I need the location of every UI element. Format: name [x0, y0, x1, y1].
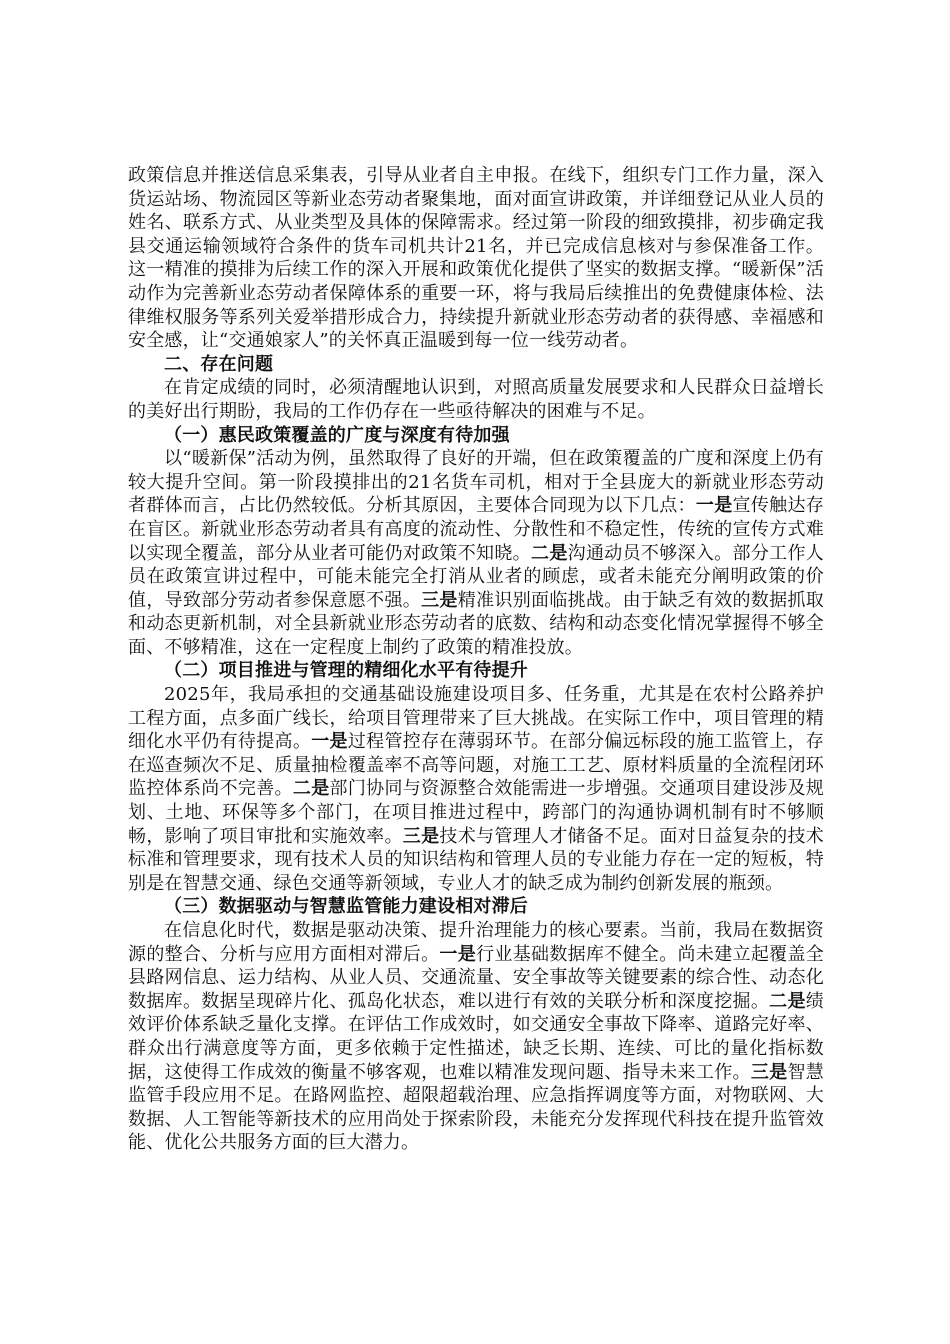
subsection-heading-3: （三）数据驱动与智慧监管能力建设相对滞后	[164, 896, 528, 918]
paragraph-problems-intro: 在肯定成绩的同时，必须清醒地认识到，对照高质量发展要求和人民群众日益增长的美好出行期盼，我局的工作仍存在一些亟待解决的困难与不足。	[128, 377, 824, 422]
text: 以“暖新保”活动为例，虽然取得了良好的开端，但在政策覆盖的广度和深度上仍有较大提升空间。第一阶段摸排出的21名货车司机，相对于全县庞大的新就业形态劳动者群体而言，占比仍然较低。分析其原因，主要体合同现为以下几点：	[128, 448, 824, 517]
subsection-heading-1: （一）惠民政策覆盖的广度与深度有待加强	[164, 424, 510, 446]
text: 沟通动员不够深入。部分工作人员在政策宣讲过程中，可能未能完全打消从业者的顾虑，或者未能充分阐明政策的价值，导致部分劳动者参保意愿不强。	[128, 542, 824, 611]
keyword-second: 二是	[292, 778, 330, 800]
text: 在信息化时代，数据是驱动决策、提升治理能力的核心要素。当前，我局在数据资源的整合、分析与应用方面相对滞后。	[128, 920, 824, 965]
keyword-second: 二是	[531, 542, 568, 564]
text: 2025年，我局承担的交通基础设施建设项目多、任务重，尤其是在农村公路养护工程方面，点多面广线长，给项目管理带来了巨大挑战。在实际工作中，项目管理的精细化水平仍有待提高。	[128, 684, 824, 753]
section-heading-problems: 二、存在问题	[164, 353, 274, 375]
text: 宣传触达存在盲区。新就业形态劳动者具有高度的流动性、分散性和不稳定性，传统的宣传方式难以实现全覆盖，部分从业者可能仍对政策不知晓。	[128, 495, 824, 564]
text: 技术与管理人才储备不足。面对日益复杂的技术标准和管理要求，现有技术人员的知识结构和管理人员的专业能力存在一定的短板，特别是在智慧交通、绿色交通等新领域，专业人才的缺乏成为制约创新发展的瓶颈。	[128, 825, 824, 894]
paragraph-subsection-3	[128, 919, 824, 1155]
keyword-first: 一是	[439, 943, 477, 965]
paragraph-subsection-1	[128, 447, 824, 659]
keyword-first: 一是	[695, 495, 733, 517]
paragraph-subsection-2	[128, 683, 824, 895]
text: 精准识别面临挑战。由于缺乏有效的数据抓取和动态更新机制，对全县新就业形态劳动者的底数、结构和动态变化情况掌握得不够全面、不够精准，这在一定程度上制约了政策的精准投放。	[128, 589, 825, 658]
keyword-second: 二是	[769, 990, 806, 1012]
subsection-heading-2: （二）项目推进与管理的精细化水平有待提升	[164, 660, 528, 682]
text: 绩效评价体系缺乏量化支撑。在评估工作成效时，如交通安全事故下降率、道路完好率、群众出行满意度等方面，更多依赖于定性描述，缺乏长期、连续、可比的量化指标数据，这使得工作成效的衡量不够客观，也难以精准发现问题、指导未来工作。	[128, 990, 824, 1083]
text: 过程管控存在薄弱环节。在部分偏远标段的施工监管上，存在巡查频次不足、质量抽检覆盖率不高等问题，对施工工艺、原材料质量的全流程闭环监控体系尚不完善。	[128, 731, 824, 800]
text: 行业基础数据库不健全。尚未建立起覆盖全县路网信息、运力结构、从业人员、交通流量、安全事故等关键要素的综合性、动态化数据库。数据呈现碎片化、孤岛化状态，难以进行有效的关联分析和深度挖掘。	[128, 943, 824, 1012]
keyword-third: 三是	[750, 1061, 788, 1083]
document-page	[128, 164, 824, 1155]
paragraph-intro: 政策信息并推送信息采集表，引导从业者自主申报。在线下，组织专门工作力量，深入货运站场、物流园区等新业态劳动者聚集地，面对面宣讲政策，并详细登记从业人员的姓名、联系方式、从业类型及具体的保障需求。经过第一阶段的细致摸排，初步确定我县交通运输领域符合条件的货车司机共计21名，并已完成信息核对与参保准备工作。这一精准的摸排为后续工作的深入开展和政策优化提供了坚实的数据支撑。“暖新保”活动作为完善新业态劳动者保障体系的重要一环，将与我局后续推出的免费健康体检、法律维权服务等系列关爱举措形成合力，持续提升新就业形态劳动者的获得感、幸福感和安全感，让“交通娘家人”的关怀真正温暖到每一位一线劳动者。	[128, 165, 824, 352]
keyword-third: 三是	[421, 589, 458, 611]
text: 智慧监管手段应用不足。在路网监控、超限超载治理、应急指挥调度等方面，对物联网、大数据、人工智能等新技术的应用尚处于探索阶段，未能充分发挥现代科技在提升监管效能、优化公共服务方面的巨大潜力。	[128, 1061, 825, 1154]
text: 部门协同与资源整合效能需进一步增强。交通项目建设涉及规划、土地、环保等多个部门，在项目推进过程中，跨部门的沟通协调机制有时不够顺畅，影响了项目审批和实施效率。	[128, 778, 824, 847]
keyword-first: 一是	[311, 731, 348, 753]
keyword-third: 三是	[402, 825, 440, 847]
